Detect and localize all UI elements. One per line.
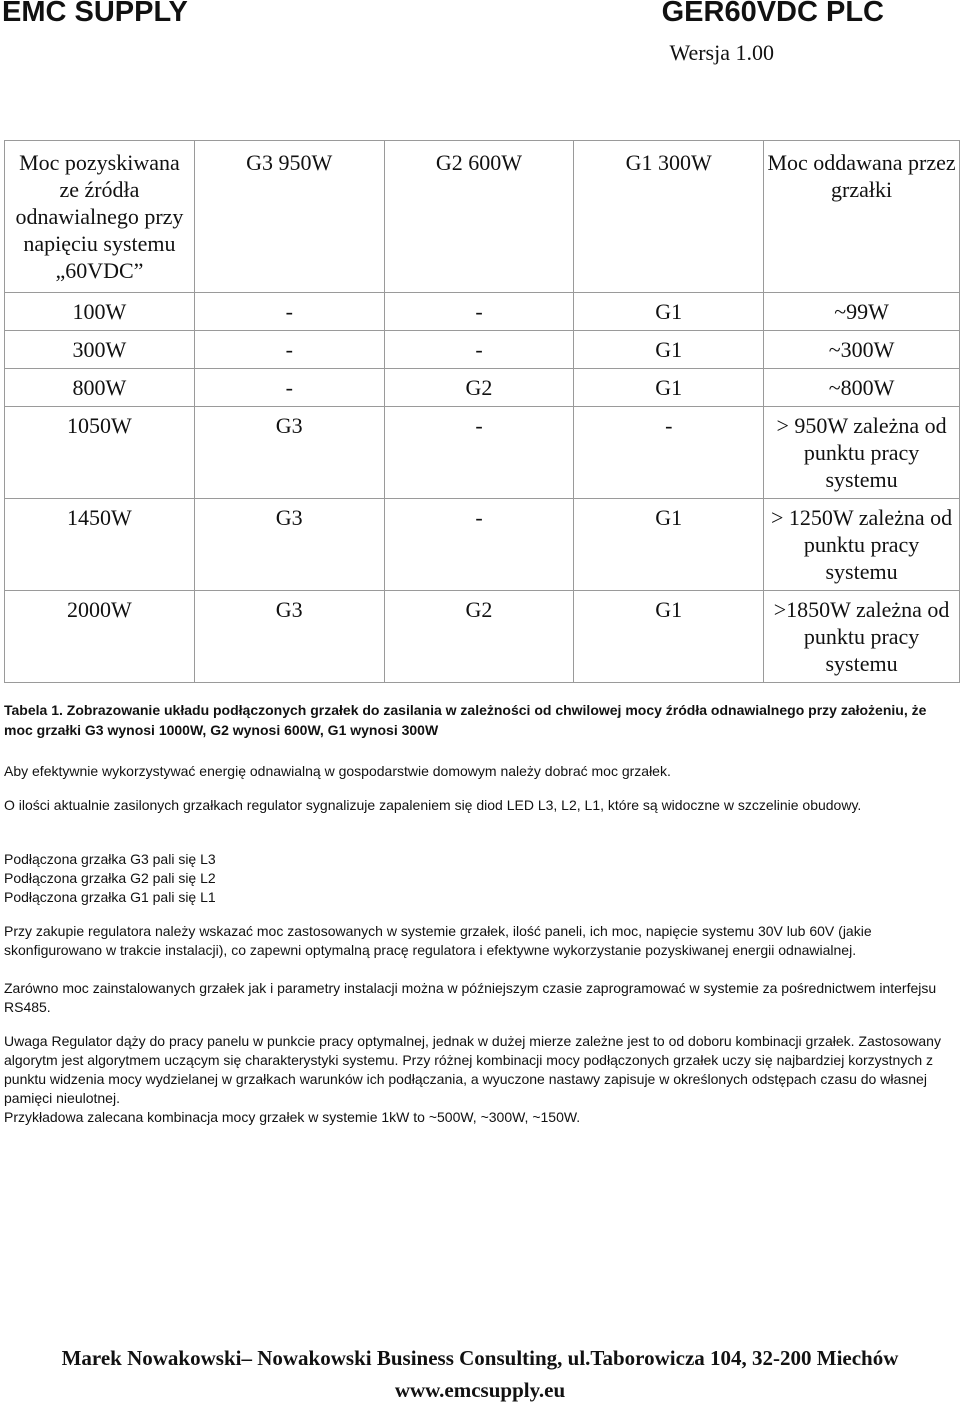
table-cell: - <box>384 331 574 369</box>
table-row <box>5 293 960 331</box>
page-footer <box>0 1342 960 1406</box>
model-name: GER60VDC PLC <box>661 0 884 28</box>
table-cell: 1050W <box>5 407 195 499</box>
table-cell: 800W <box>5 369 195 407</box>
list-item: Podłączona grzałka G2 pali się L2 <box>4 870 216 886</box>
table-cell: >1850W zależna od punktu pracy systemu <box>764 591 960 683</box>
table-cell: - <box>384 293 574 331</box>
header-g3: G3 950W <box>194 141 384 293</box>
paragraph-example: Przykładowa zalecana kombinacja mocy grzałek w systemie 1kW to ~500W, ~300W, ~150W. <box>4 1109 581 1125</box>
table-cell: G3 <box>194 407 384 499</box>
header-output-power: Moc oddawana przez grzałki <box>764 141 960 293</box>
table-cell: - <box>574 407 764 499</box>
footer-address: Marek Nowakowski– Nowakowski Business Consulting, ul.Taborowicza 104, 32-200 Miechów <box>61 1346 899 1370</box>
table-cell: ~800W <box>764 369 960 407</box>
table-cell: > 1250W zależna od punktu pracy systemu <box>764 499 960 591</box>
paragraph-note: Uwaga Regulator dąży do pracy panelu w punkcie pracy optymalnej, jednak w dużej mierze zależne jest to od doboru kombinacji grzałek. Zastosowany algorytm jest algorytmem uczącym się charakterystyki systemu. Przy różnej kombinacji mocy podłączonych grzałek uczy się najbardziej korzystnych z punktu widzenia mocy wydzielanej w grzałkach warunków ich podłączania, a wyuczone nastawy zapisuje w określonych odstępach czasu do własnej pamięci nieulotnej. <box>4 1033 941 1106</box>
table-cell: G2 <box>384 369 574 407</box>
table-cell: 1450W <box>5 499 195 591</box>
header-g2: G2 600W <box>384 141 574 293</box>
table-cell: ~300W <box>764 331 960 369</box>
table-row <box>5 499 960 591</box>
table-cell: G1 <box>574 293 764 331</box>
power-combination-table <box>4 140 960 683</box>
header-g1: G1 300W <box>574 141 764 293</box>
list-item: Podłączona grzałka G3 pali się L3 <box>4 851 216 867</box>
paragraph-led-signalling: O ilości aktualnie zasilonych grzałkach regulator sygnalizuje zapaleniem się diod LED L3, L2, L1, które są widoczne w szczelinie obudowy. <box>4 797 862 813</box>
table-cell: G3 <box>194 499 384 591</box>
table-cell: - <box>194 331 384 369</box>
led-list <box>4 850 954 907</box>
footer-website: www.emcsupply.eu <box>394 1378 566 1402</box>
list-item: Podłączona grzałka G1 pali się L1 <box>4 889 216 905</box>
table-cell: 2000W <box>5 591 195 683</box>
table-row <box>5 369 960 407</box>
brand-name: EMC SUPPLY <box>2 0 188 28</box>
header-source-power: Moc pozyskiwana ze źródła odnawialnego przy napięciu systemu „60VDC” <box>5 141 195 293</box>
table-cell: ~99W <box>764 293 960 331</box>
table-row <box>5 407 960 499</box>
table-cell: - <box>384 499 574 591</box>
table-cell: 300W <box>5 331 195 369</box>
table-cell: G1 <box>574 331 764 369</box>
table-cell: - <box>384 407 574 499</box>
table-cell: G2 <box>384 591 574 683</box>
paragraph-heater-selection: Aby efektywnie wykorzystywać energię odnawialną w gospodarstwie domowym należy dobrać moc grzałek. <box>4 763 671 779</box>
table-header-row <box>5 141 960 293</box>
paragraph-purchase-info: Przy zakupie regulatora należy wskazać moc zastosowanych w systemie grzałek, ilość paneli, ich moc, napięcie systemu 30V lub 60V (jakie skonfigurowano w trakcie instalacji), co zapewni optymalną pracę regulatora i efektywne wykorzystanie pozyskiwanej energii odnawialnej. <box>4 923 872 958</box>
table-cell: 100W <box>5 293 195 331</box>
table-cell: G1 <box>574 499 764 591</box>
table-caption: Tabela 1. Zobrazowanie układu podłączonych grzałek do zasilania w zależności od chwilowej mocy źródła odnawialnego przy założeniu, że moc grzałki G3 wynosi 1000W, G2 wynosi 600W, G1 wynosi 300W <box>4 702 927 738</box>
table-cell: G3 <box>194 591 384 683</box>
table-cell: - <box>194 293 384 331</box>
table-row <box>5 331 960 369</box>
table-cell: G1 <box>574 591 764 683</box>
version-label: Wersja 1.00 <box>669 40 774 65</box>
table-cell: > 950W zależna od punktu pracy systemu <box>764 407 960 499</box>
table-cell: - <box>194 369 384 407</box>
table-cell: G1 <box>574 369 764 407</box>
table-row <box>5 591 960 683</box>
paragraph-rs485: Zarówno moc zainstalowanych grzałek jak i parametry instalacji można w późniejszym czasie zaprogramować w systemie za pośrednictwem interfejsu RS485. <box>4 980 937 1015</box>
